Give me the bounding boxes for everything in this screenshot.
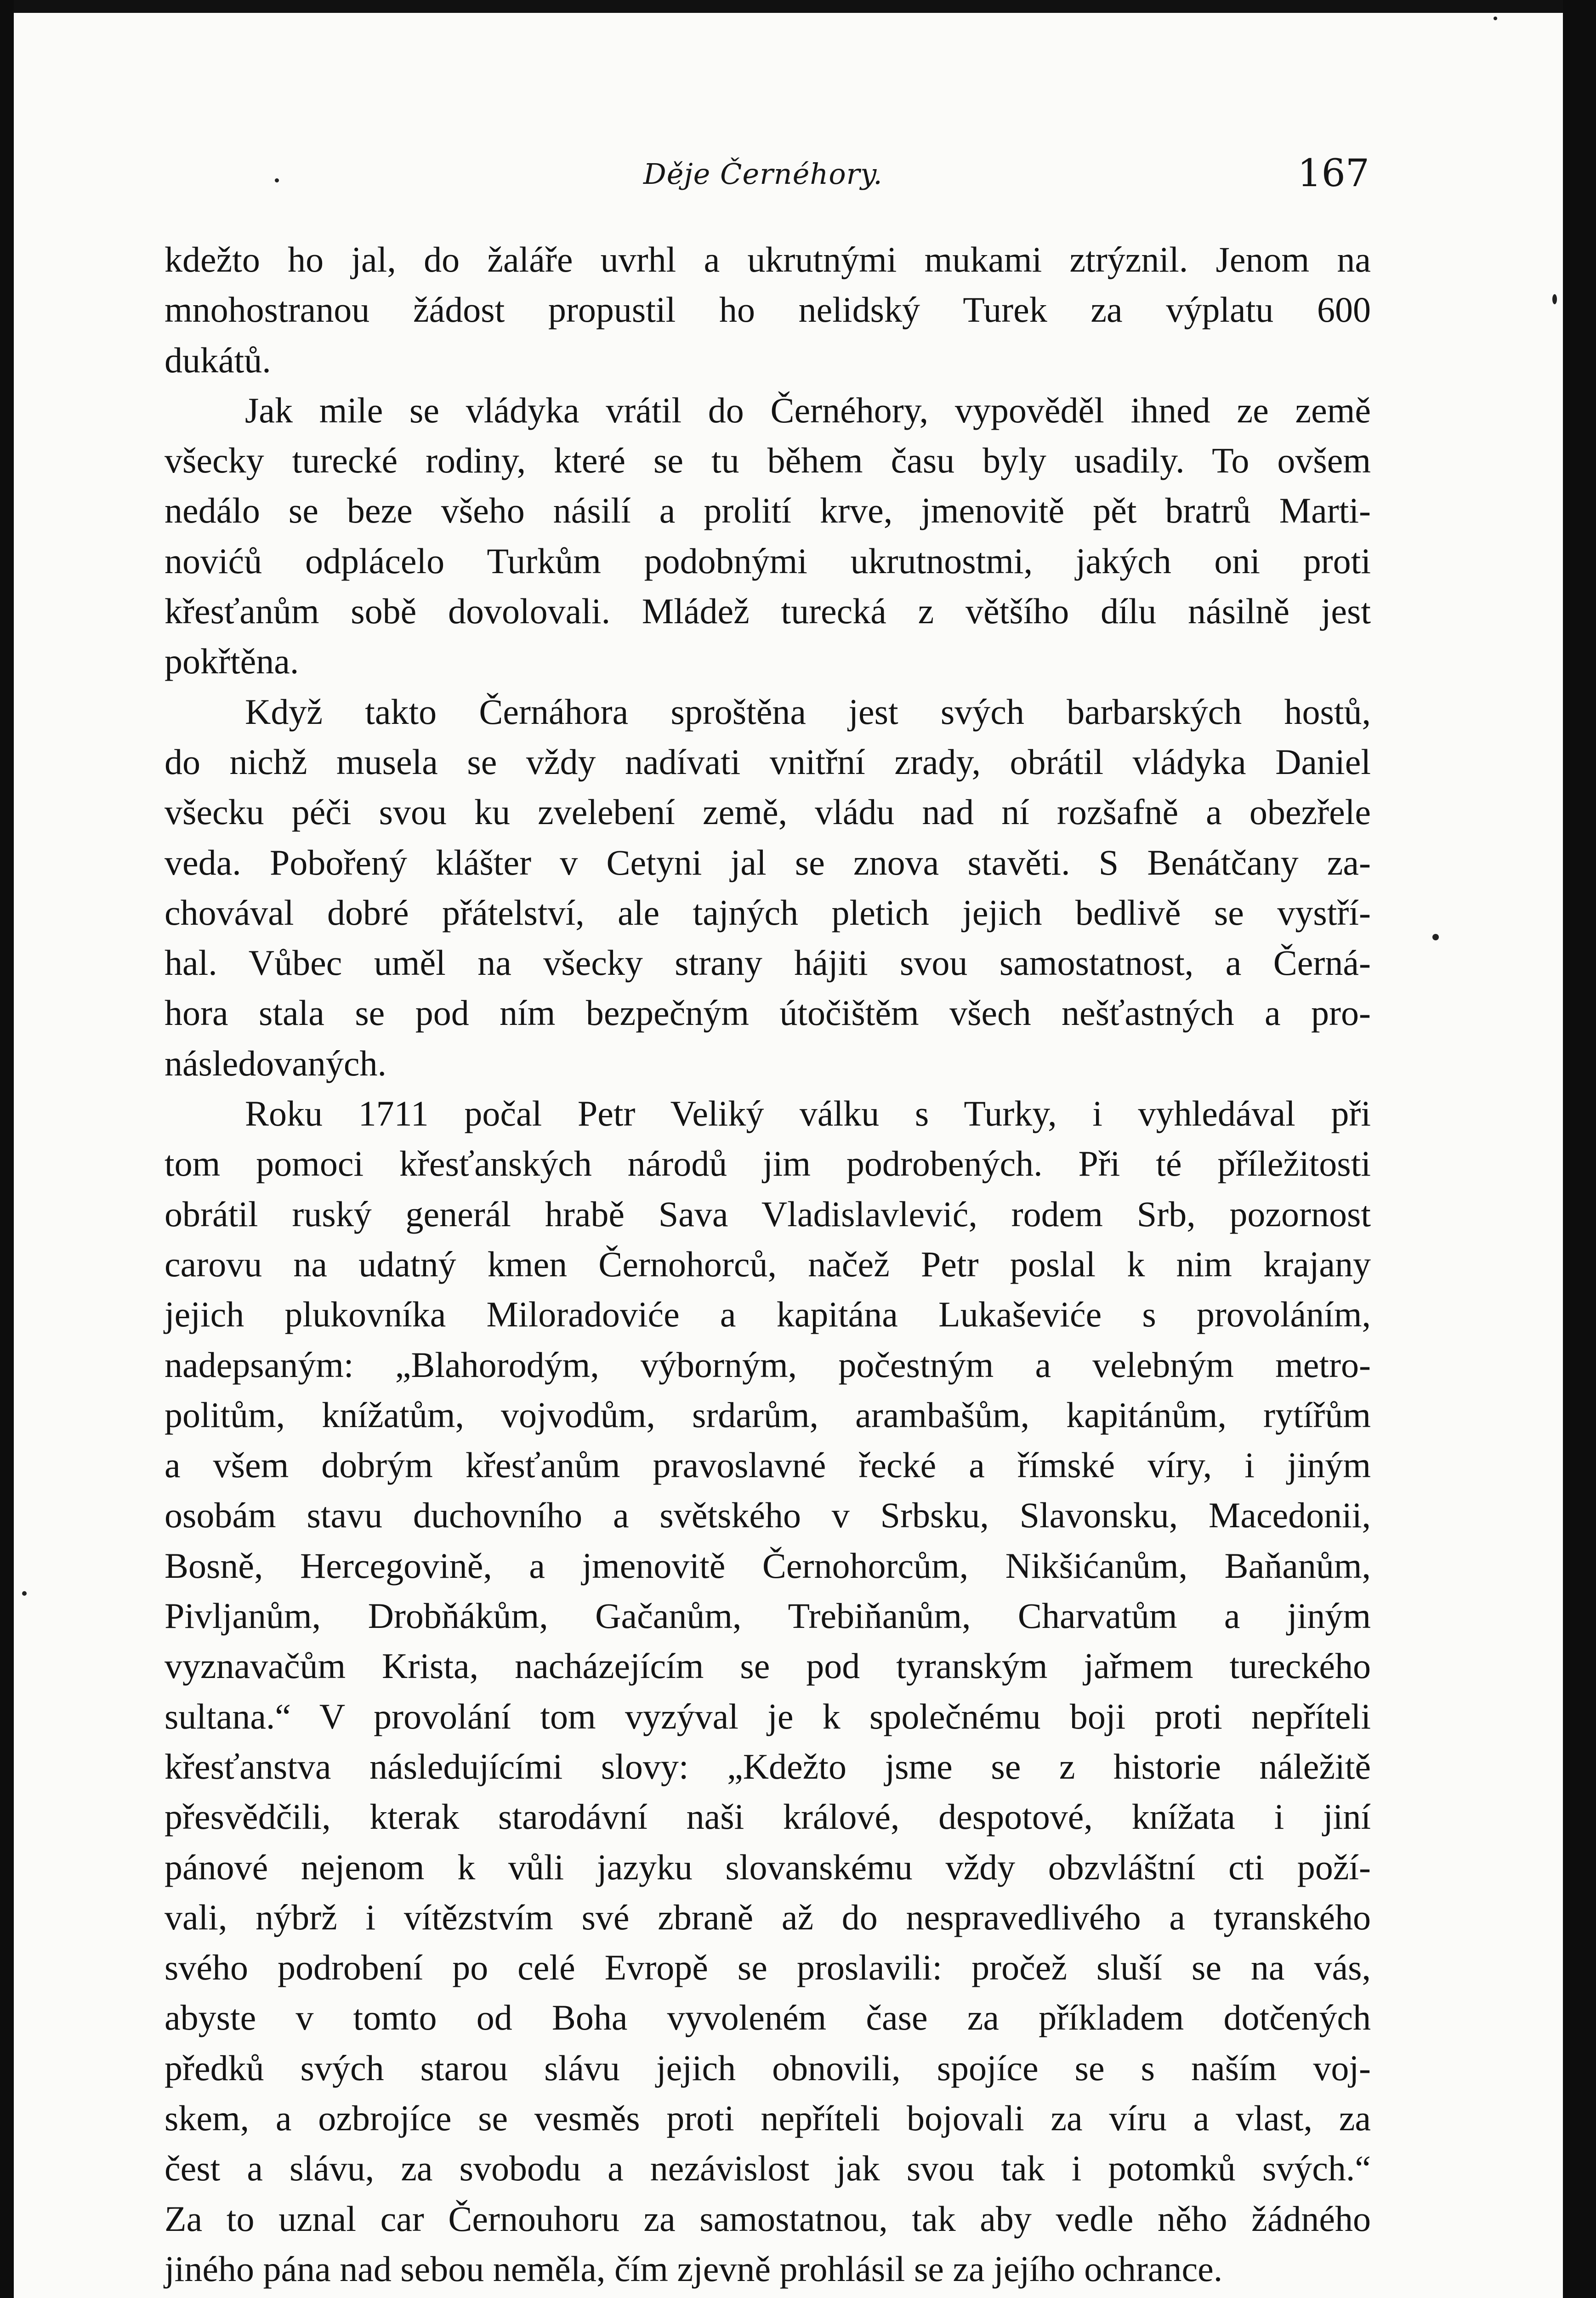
text-line: carovu na udatný kmen Černohorců, načež Petr poslal k nim krajany — [165, 1244, 1371, 1284]
scan-speck — [1552, 294, 1557, 304]
text-line: chovával dobré přátelství, ale tajných pletich jejich bedlivě se vystří- — [165, 892, 1371, 933]
text-line: čest a slávu, za svobodu a nezávislost jak svou tak i potomků svých.“ — [165, 2148, 1371, 2189]
text-line: předků svých starou slávu jejich obnovili, spojíce se s naším voj- — [165, 2048, 1371, 2088]
scan-speck — [1432, 934, 1439, 940]
text-line: tom pomoci křesťanských národů jim podrobených. Při té příležitosti — [165, 1143, 1371, 1184]
scan-speck — [22, 1591, 27, 1596]
text-line: všecky turecké rodiny, které se tu během času byly usadily. To ovšem — [165, 440, 1371, 481]
text-line: vali, nýbrž i vítězstvím své zbraně až do nespravedlivého a tyranského — [165, 1897, 1371, 1937]
text-line: dukátů. — [165, 340, 271, 380]
text-line: přesvědčili, kterak starodávní naši králové, despotové, knížata i jiní — [165, 1797, 1371, 1837]
scan-speck — [1494, 17, 1497, 20]
text-line: Pivljanům, Drobňákům, Gačanům, Trebiňanům, Charvatům a jiným — [165, 1596, 1371, 1636]
text-line: veda. Pobořený klášter v Cetyni jal se znova stavěti. S Benátčany za- — [165, 842, 1371, 882]
text-line: hora stala se pod ním bezpečným útočištěm všech nešťastných a pro- — [165, 993, 1371, 1033]
text-line: do nichž musela se vždy nadívati vnitřní zrady, obrátil vládyka Daniel — [165, 741, 1371, 782]
text-line: křesťanstva následujícími slovy: „Kdežto jsme se z historie náležitě — [165, 1746, 1371, 1786]
text-line: a všem dobrým křesťanům pravoslavné řecké a římské víry, i jiným — [165, 1445, 1371, 1485]
text-line: následovaných. — [165, 1043, 387, 1083]
text-line: sultana.“ V provolání tom vyzýval je k společnému boji proti nepříteli — [165, 1696, 1371, 1736]
text-line: křesťanům sobě dovolovali. Mládež turecká z většího dílu násilně jest — [165, 591, 1371, 631]
text-line: osobám stavu duchovního a světského v Srbsku, Slavonsku, Macedonii, — [165, 1495, 1371, 1536]
text-line: Když takto Černáhora sproštěna jest svých barbarských hostů, — [245, 691, 1371, 732]
text-line: kdežto ho jal, do žaláře uvrhl a ukrutnými mukami ztrýznil. Jenom na — [165, 239, 1371, 279]
text-line: hal. Vůbec uměl na všecky strany hájiti svou samostatnost, a Černá- — [165, 943, 1371, 983]
text-line: nedálo se beze všeho násilí a prolití krve, jmenovitě pět bratrů Marti- — [165, 490, 1371, 531]
text-line: svého podrobení po celé Evropě se proslavili: pročež sluší se na vás, — [165, 1947, 1371, 1988]
body-text — [165, 234, 1371, 2294]
text-line: vyznavačům Krista, nacházejícím se pod tyranským jařmem tureckého — [165, 1646, 1371, 1686]
text-line: Bosně, Hercegovině, a jmenovitě Černohorcům, Nikšićanům, Baňanům, — [165, 1545, 1371, 1586]
text-line: novićů odplácelo Turkům podobnými ukrutnostmi, jakých oni proti — [165, 540, 1371, 581]
text-line: obrátil ruský generál hrabě Sava Vladislavlević, rodem Srb, pozornost — [165, 1194, 1371, 1234]
scan-border-top — [0, 0, 1596, 13]
page-header — [165, 138, 1369, 211]
page-number: 167 — [1297, 152, 1369, 195]
text-line: mnohostranou žádost propustil ho nelidský Turek za výplatu 600 — [165, 290, 1371, 330]
running-title: Děje Černéhory. — [643, 157, 883, 191]
text-line: Za to uznal car Černouhoru za samostatnou, tak aby vedle něho žádného — [165, 2198, 1371, 2239]
text-line: skem, a ozbrojíce se vesměs proti nepříteli bojovali za víru a vlast, za — [165, 2098, 1371, 2138]
text-line: Jak mile se vládyka vrátil do Černéhory, vypověděl ihned ze země — [245, 390, 1371, 430]
text-line: jejich plukovníka Miloradoviće a kapitána Lukaševiće s provoláním, — [165, 1294, 1371, 1335]
text-line: pánové nejenom k vůli jazyku slovanskému vždy obzvláštní cti poží- — [165, 1847, 1371, 1887]
text-line: politům, knížatům, vojvodům, srdarům, arambašům, kapitánům, rytířům — [165, 1394, 1371, 1435]
scan-border-right — [1563, 0, 1596, 2298]
text-line: jiného pána nad sebou neměla, čím zjevně prohlásil se za jejího ochrance. — [165, 2248, 1223, 2289]
text-line: pokřtěna. — [165, 641, 299, 682]
scan-border-left — [0, 0, 14, 2298]
text-line: nadepsaným: „Blahorodým, výborným, počestným a velebným metro- — [165, 1344, 1371, 1385]
text-line: Roku 1711 počal Petr Veliký válku s Turky, i vyhledával při — [245, 1093, 1371, 1134]
text-line: všecku péči svou ku zvelebení země, vládu nad ní rozšafně a obezřele — [165, 792, 1371, 832]
text-line: abyste v tomto od Boha vyvoleném čase za příkladem dotčených — [165, 1997, 1371, 2038]
